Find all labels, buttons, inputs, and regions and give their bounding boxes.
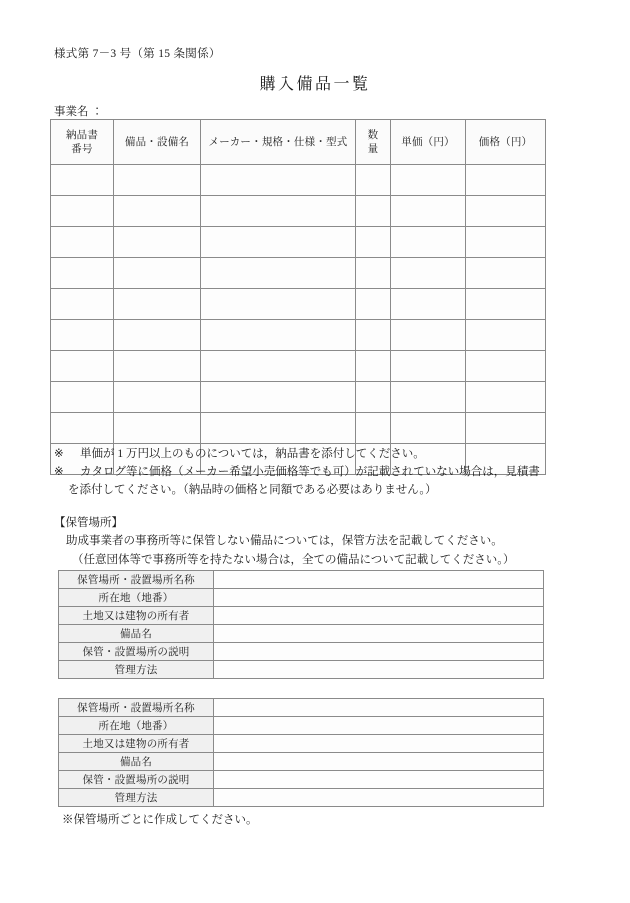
column-header-total-price-text: 価格（円）: [478, 135, 533, 148]
storage-table-row: [59, 607, 544, 625]
table-notes: [54, 446, 599, 499]
equipment-cell[interactable]: [391, 382, 466, 413]
storage-table-row: [59, 571, 544, 589]
equipment-cell[interactable]: [114, 196, 201, 227]
storage-table-row: [59, 661, 544, 679]
storage-table-row: [59, 789, 544, 807]
equipment-cell[interactable]: [356, 258, 391, 289]
note-marker-1: ※: [54, 448, 64, 460]
equipment-cell[interactable]: [356, 165, 391, 196]
equipment-cell[interactable]: [391, 258, 466, 289]
equipment-cell[interactable]: [201, 289, 356, 320]
equipment-cell[interactable]: [51, 320, 114, 351]
equipment-cell[interactable]: [391, 413, 466, 444]
storage-row-label: 備品名: [59, 753, 214, 771]
equipment-cell[interactable]: [356, 196, 391, 227]
table-row: [51, 351, 546, 382]
column-header-maker-spec: [201, 120, 356, 165]
equipment-cell[interactable]: [391, 320, 466, 351]
storage-row-label: 管理方法: [59, 789, 214, 807]
storage-row-value[interactable]: [214, 661, 544, 679]
storage-row-value[interactable]: [214, 571, 544, 589]
storage-row-label: 保管・設置場所の説明: [59, 771, 214, 789]
column-header-unit-price: [391, 120, 466, 165]
storage-table-row: [59, 699, 544, 717]
storage-table-row: [59, 643, 544, 661]
storage-row-value[interactable]: [214, 717, 544, 735]
table-row: [51, 413, 546, 444]
equipment-cell[interactable]: [201, 382, 356, 413]
column-header-total-price: [466, 120, 546, 165]
equipment-list-table: [50, 119, 546, 475]
equipment-cell[interactable]: [201, 351, 356, 382]
storage-footer-note: ※保管場所ごとに作成してください。: [62, 814, 258, 826]
project-name-field[interactable]: 事業名 ：: [54, 103, 294, 121]
equipment-cell[interactable]: [356, 289, 391, 320]
equipment-cell[interactable]: [114, 258, 201, 289]
equipment-cell[interactable]: [356, 413, 391, 444]
equipment-cell[interactable]: [391, 289, 466, 320]
equipment-cell[interactable]: [201, 165, 356, 196]
equipment-cell[interactable]: [51, 351, 114, 382]
column-header-delivery-no: [51, 120, 114, 165]
equipment-cell[interactable]: [51, 227, 114, 258]
note-text-1: 単価が 1 万円以上のものについては，納品書を添付してください。: [80, 448, 425, 460]
equipment-table-body: [51, 165, 546, 475]
column-header-unit-price-text: 単価（円）: [401, 135, 455, 148]
column-header-equipment-name-text: 備品・設備名: [124, 135, 190, 148]
equipment-cell[interactable]: [466, 196, 546, 227]
storage-row-label: 保管場所・設置場所名称: [59, 571, 214, 589]
storage-heading-line3: （任意団体等で事務所等を持たない場合は，全ての備品について記載してください。）: [72, 553, 515, 566]
equipment-cell[interactable]: [466, 382, 546, 413]
equipment-cell[interactable]: [391, 227, 466, 258]
storage-row-value[interactable]: [214, 607, 544, 625]
equipment-cell[interactable]: [201, 227, 356, 258]
equipment-cell[interactable]: [201, 413, 356, 444]
equipment-cell[interactable]: [51, 289, 114, 320]
column-header-quantity-line1: 数: [367, 128, 379, 141]
equipment-cell[interactable]: [114, 289, 201, 320]
equipment-cell[interactable]: [466, 227, 546, 258]
equipment-cell[interactable]: [114, 413, 201, 444]
equipment-cell[interactable]: [201, 258, 356, 289]
storage-row-label: 所在地（地番）: [59, 717, 214, 735]
storage-section-heading: [54, 514, 515, 569]
table-row: [51, 382, 546, 413]
table-row: [51, 320, 546, 351]
storage-row-label: 管理方法: [59, 661, 214, 679]
equipment-cell[interactable]: [114, 382, 201, 413]
storage-heading-title: 【保管場所】: [54, 517, 123, 529]
table-row: [51, 227, 546, 258]
equipment-cell[interactable]: [114, 351, 201, 382]
note-text-2-continued: を添付してください。（納品時の価格と同額である必要はありません。）: [68, 483, 437, 496]
equipment-cell[interactable]: [51, 165, 114, 196]
equipment-cell[interactable]: [391, 165, 466, 196]
equipment-cell[interactable]: [356, 382, 391, 413]
storage-row-label: 所在地（地番）: [59, 589, 214, 607]
storage-location-table-2: [58, 698, 544, 807]
equipment-cell[interactable]: [201, 320, 356, 351]
note-text-2: カタログ等に価格（メーカー希望小売価格等でも可）が記載されていない場合は，見積書: [80, 465, 540, 478]
storage-row-value[interactable]: [214, 771, 544, 789]
storage-row-value[interactable]: [214, 589, 544, 607]
equipment-cell[interactable]: [466, 165, 546, 196]
equipment-cell[interactable]: [466, 289, 546, 320]
equipment-cell[interactable]: [114, 320, 201, 351]
storage-row-value[interactable]: [214, 643, 544, 661]
storage-row-value[interactable]: [214, 753, 544, 771]
storage-table-1-body: [59, 571, 544, 679]
storage-row-value[interactable]: [214, 625, 544, 643]
storage-location-table-1: [58, 570, 544, 679]
storage-row-value[interactable]: [214, 789, 544, 807]
equipment-table-header-row: [51, 120, 546, 165]
storage-heading-line2: 助成事業者の事務所等に保管しない備品については，保管方法を記載してください。: [66, 535, 503, 548]
equipment-cell[interactable]: [466, 258, 546, 289]
storage-row-label: 土地又は建物の所有者: [59, 735, 214, 753]
equipment-cell[interactable]: [466, 320, 546, 351]
storage-row-label: 保管・設置場所の説明: [59, 643, 214, 661]
storage-table-row: [59, 589, 544, 607]
column-header-quantity: [356, 120, 391, 165]
storage-row-value[interactable]: [214, 735, 544, 753]
equipment-cell[interactable]: [466, 413, 546, 444]
storage-table-row: [59, 735, 544, 753]
column-header-delivery-no-line1: 納品書: [65, 128, 99, 141]
equipment-cell[interactable]: [51, 258, 114, 289]
column-header-quantity-line2: 量: [367, 143, 379, 155]
table-row: [51, 165, 546, 196]
column-header-equipment-name: [114, 120, 201, 165]
column-header-maker-spec-text: メーカー・規格・仕様・型式: [208, 135, 348, 148]
equipment-cell[interactable]: [356, 227, 391, 258]
form-number: 様式第 7－3 号（第 15 条関係）: [54, 48, 221, 60]
storage-row-value[interactable]: [214, 699, 544, 717]
column-header-delivery-no-line2: 番号: [71, 143, 93, 155]
equipment-cell[interactable]: [114, 227, 201, 258]
storage-row-label: 保管場所・設置場所名称: [59, 699, 214, 717]
storage-table-2-body: [59, 699, 544, 807]
equipment-cell[interactable]: [356, 320, 391, 351]
equipment-cell[interactable]: [356, 351, 391, 382]
note-item-1: [54, 446, 599, 464]
storage-row-label: 備品名: [59, 625, 214, 643]
storage-table-row: [59, 625, 544, 643]
equipment-cell[interactable]: [466, 351, 546, 382]
equipment-cell[interactable]: [51, 382, 114, 413]
equipment-cell[interactable]: [51, 413, 114, 444]
equipment-cell[interactable]: [391, 351, 466, 382]
storage-row-label: 土地又は建物の所有者: [59, 607, 214, 625]
table-row: [51, 258, 546, 289]
note-marker-2: ※: [54, 465, 64, 478]
equipment-cell[interactable]: [51, 196, 114, 227]
table-row: [51, 289, 546, 320]
page-title: 購入備品一覧: [259, 76, 371, 93]
storage-table-row: [59, 753, 544, 771]
equipment-cell[interactable]: [391, 196, 466, 227]
note-item-2: [54, 464, 599, 500]
equipment-cell[interactable]: [114, 165, 201, 196]
equipment-cell[interactable]: [201, 196, 356, 227]
table-row: [51, 196, 546, 227]
storage-table-row: [59, 717, 544, 735]
storage-table-row: [59, 771, 544, 789]
